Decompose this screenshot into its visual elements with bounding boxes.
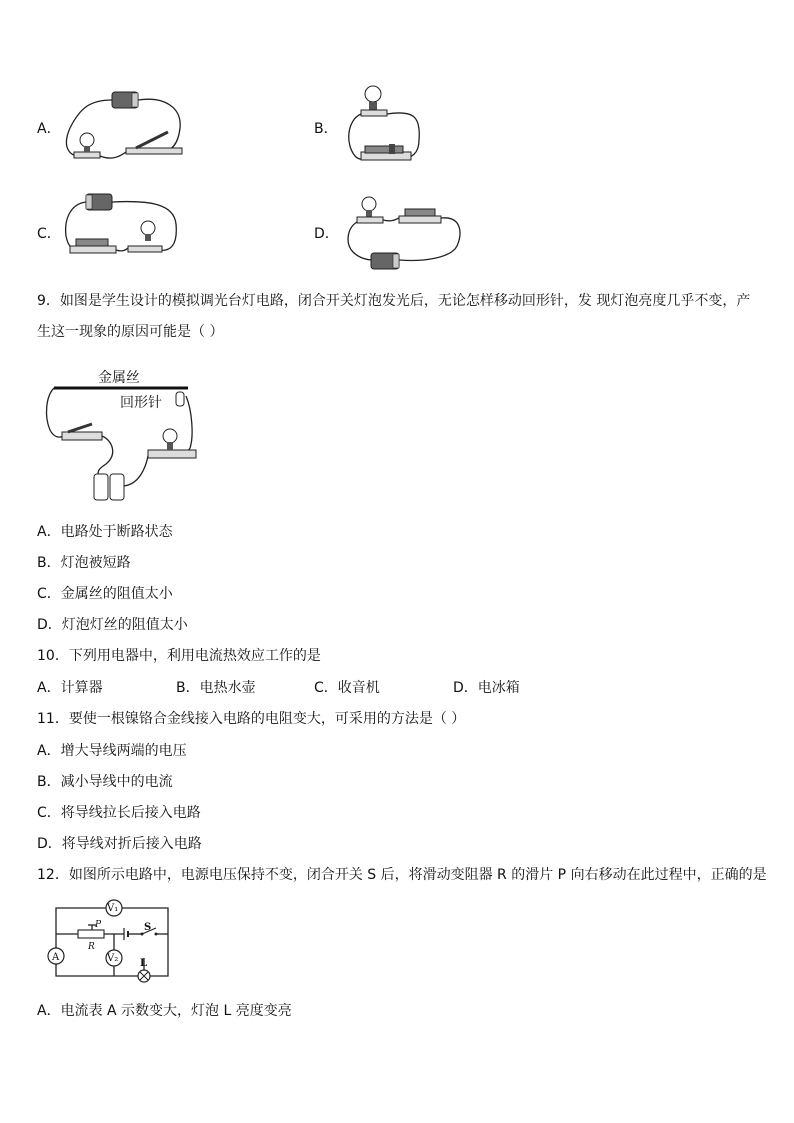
q11-option-a: A．增大导线两端的电压 — [37, 743, 187, 759]
q12-rheostat-label: R — [88, 942, 95, 952]
q9-option-b: B．灯泡被短路 — [37, 555, 131, 571]
q11-option-d: D．将导线对折后接入电路 — [37, 836, 202, 852]
q12-slider-label: P — [95, 920, 102, 930]
q11-option-c: C．将导线拉长后接入电路 — [37, 805, 201, 821]
q10-option-d: D．电冰箱 — [453, 680, 520, 696]
q9-circuit-figure — [40, 366, 200, 506]
q10-stem: 10．下列用电器中，利用电流热效应工作的是 — [37, 648, 321, 664]
q9-option-a: A．电路处于断路状态 — [37, 524, 173, 540]
q10-option-a: A．计算器 — [37, 680, 103, 696]
q9-option-c: C．金属丝的阻值太小 — [37, 586, 173, 602]
q12-lamp-label: L — [140, 958, 148, 969]
q9-clip-label: 回形针 — [120, 395, 162, 411]
q12-v2-meter-label: V₂ — [107, 953, 119, 964]
q8-option-b-circuit — [343, 80, 473, 170]
q9-option-d: D．灯泡灯丝的阻值太小 — [37, 617, 188, 633]
q8-option-a-circuit — [60, 88, 190, 168]
q12-option-a: A．电流表 A 示数变大，灯泡 L 亮度变亮 — [37, 1003, 292, 1019]
q10-option-b: B．电热水壶 — [176, 680, 256, 696]
q8-option-c-label: C． — [37, 226, 61, 242]
q8-option-d-circuit — [343, 192, 473, 277]
q9-stem-line1: 9．如图是学生设计的模拟调光台灯电路，闭合开关灯泡发光后，无论怎样移动回形针，发 现灯泡亮度几乎不变，产 — [37, 293, 751, 309]
q8-option-d-label: D． — [314, 226, 339, 242]
q10-option-c: C．收音机 — [314, 680, 380, 696]
q8-option-a-label: A． — [37, 121, 61, 137]
q9-stem-line2: 生这一现象的原因可能是（ ） — [37, 324, 224, 340]
q12-stem: 12．如图所示电路中，电源电压保持不变，闭合开关 S 后，将滑动变阻器 R 的滑片 P 向右移动在此过程中，正确的是 — [37, 867, 767, 883]
q8-option-c-circuit — [60, 190, 190, 270]
q11-stem: 11．要使一根镍铬合金线接入电路的电阻变大，可采用的方法是（ ） — [37, 711, 466, 727]
q12-ammeter-label: A — [52, 952, 60, 963]
q9-wire-label: 金属丝 — [98, 370, 140, 386]
q12-switch-label: S — [144, 922, 152, 933]
q12-v1-meter-label: V₁ — [107, 903, 119, 914]
q8-option-b-label: B． — [314, 121, 338, 137]
q11-option-b: B．减小导线中的电流 — [37, 774, 173, 790]
